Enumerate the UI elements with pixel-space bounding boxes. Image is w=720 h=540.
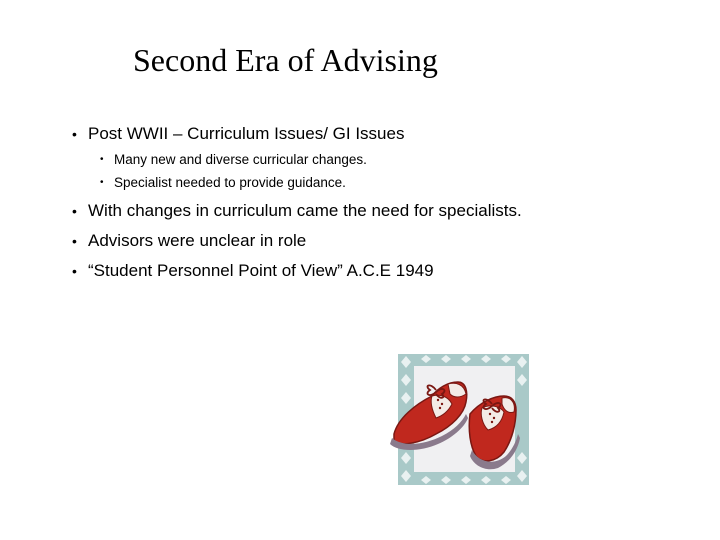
bullet-dot: •	[72, 203, 77, 219]
bullet-dot: •	[72, 126, 77, 142]
bullet-text: Many new and diverse curricular changes.	[114, 152, 367, 167]
bullet-dot: •	[100, 177, 104, 188]
bullet-text: Advisors were unclear in role	[88, 231, 307, 250]
bullet-text: “Student Personnel Point of View” A.C.E 1949	[88, 261, 434, 280]
bullet-text: Specialist needed to provide guidance.	[114, 175, 346, 190]
bullet-text: Post WWII – Curriculum Issues/ GI Issues	[88, 124, 405, 143]
saddle-shoes-icon	[386, 352, 531, 487]
bullet-text: With changes in curriculum came the need for specialists.	[88, 201, 522, 220]
bullet-dot: •	[72, 263, 77, 279]
bullet-dot: •	[100, 154, 104, 165]
slide-title: Second Era of Advising	[133, 42, 438, 78]
saddle-shoes-clipart	[386, 352, 531, 487]
bullet-dot: •	[72, 233, 77, 249]
